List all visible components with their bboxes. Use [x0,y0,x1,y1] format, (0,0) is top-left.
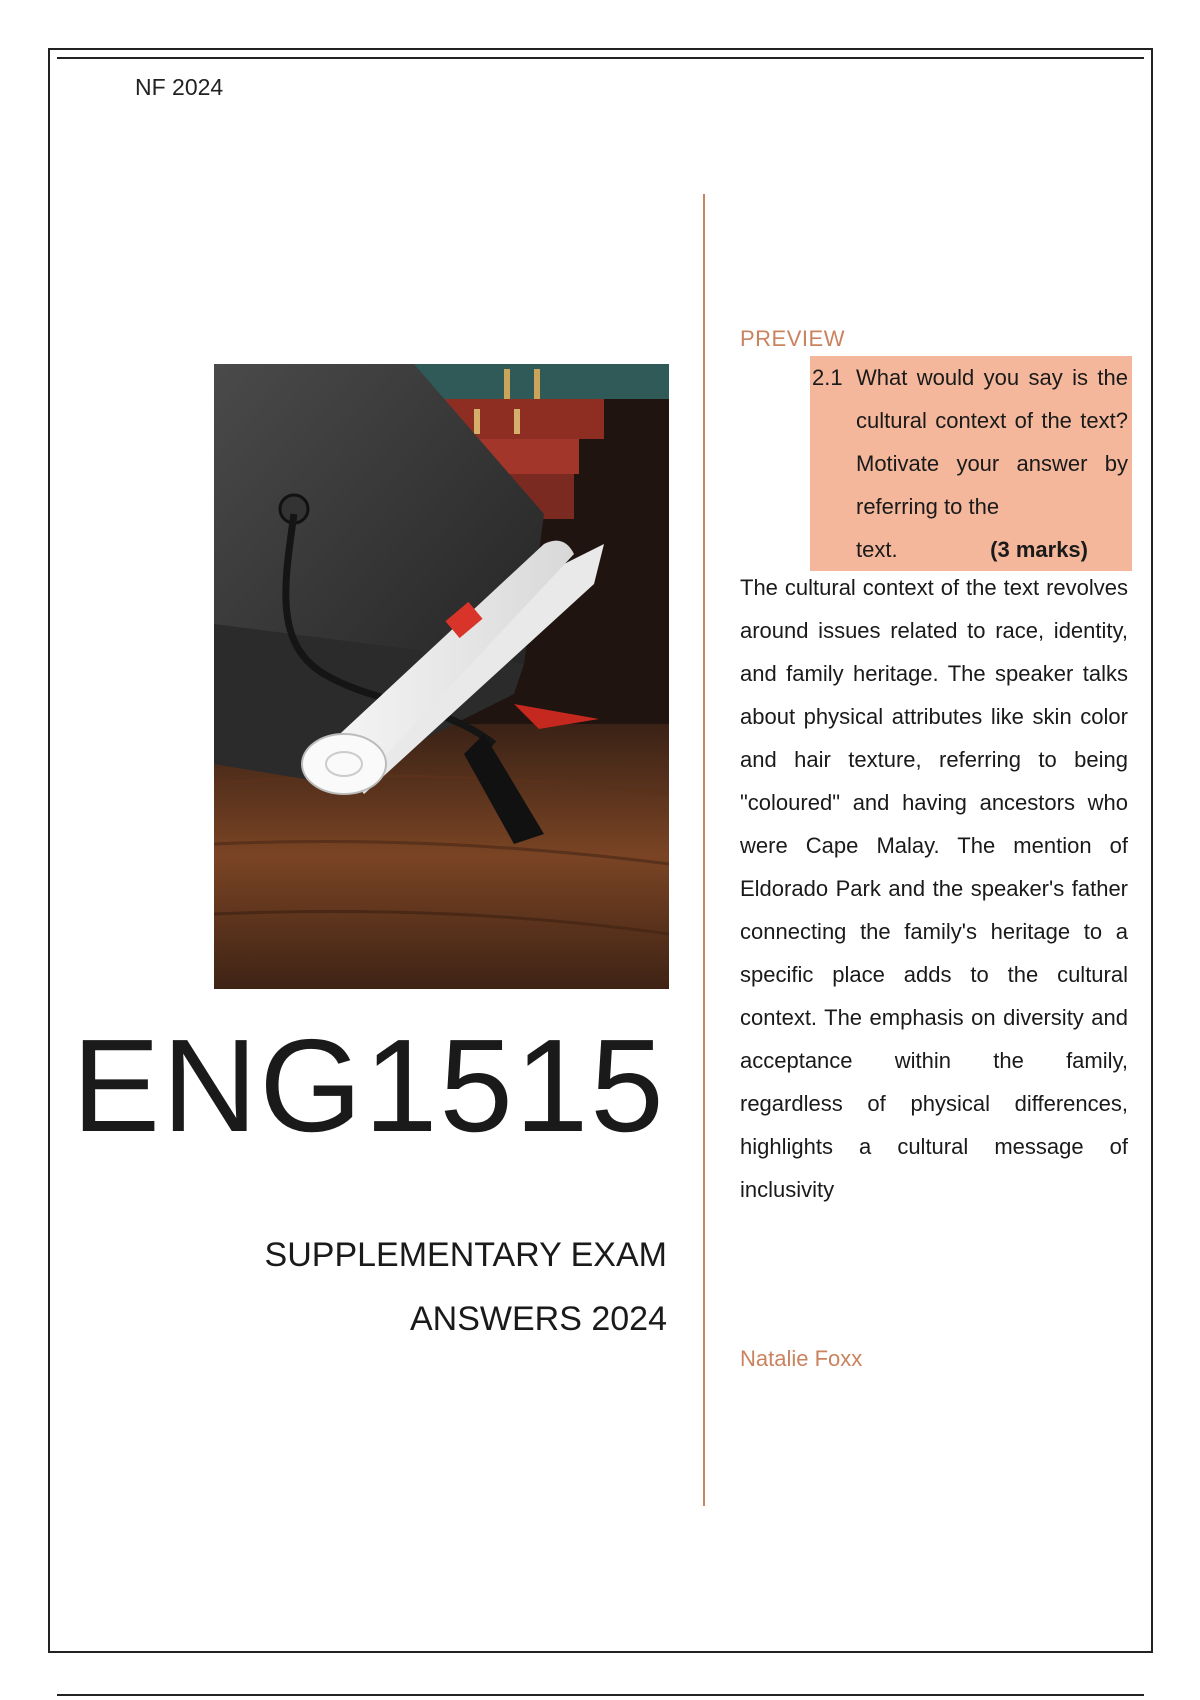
author-name: Natalie Foxx [740,1346,863,1371]
graduation-cap-diploma-image [214,364,669,989]
answer-text: The cultural context of the text revolves around issues related to race, identity, and family heritage. The speaker talks about physical attributes like skin color and hair texture, referring to being "coloured" and having ancestors who were Cape Malay. The mention of Eldorado Park and the speaker's father connecting the family's heritage to a specific place adds to the cultural context. The emphasis on diversity and acceptance within the family, regardless of physical differences, highlights a cultural message of inclusivity [740,575,1128,1202]
preview-label: PREVIEW [740,326,845,351]
question-last-line [856,528,1128,571]
subtitle-line-2: ANSWERS 2024 [410,1300,667,1338]
top-rule [57,57,1144,59]
header-code: NF 2024 [135,74,224,100]
subtitle-line-1: SUPPLEMENTARY EXAM [264,1236,667,1274]
bottom-rule [57,1694,1144,1696]
question-last-word: text. [856,537,898,562]
question-text [856,356,1128,571]
graduation-image-svg [214,364,669,989]
question-marks: (3 marks) [990,537,1088,562]
vertical-divider [703,194,705,1506]
course-code: ENG1515 [72,1012,666,1159]
question-number: 2.1 [812,365,843,390]
question-body: What would you say is the cultural context of the text? Motivate your answer by referring to the [856,365,1128,519]
